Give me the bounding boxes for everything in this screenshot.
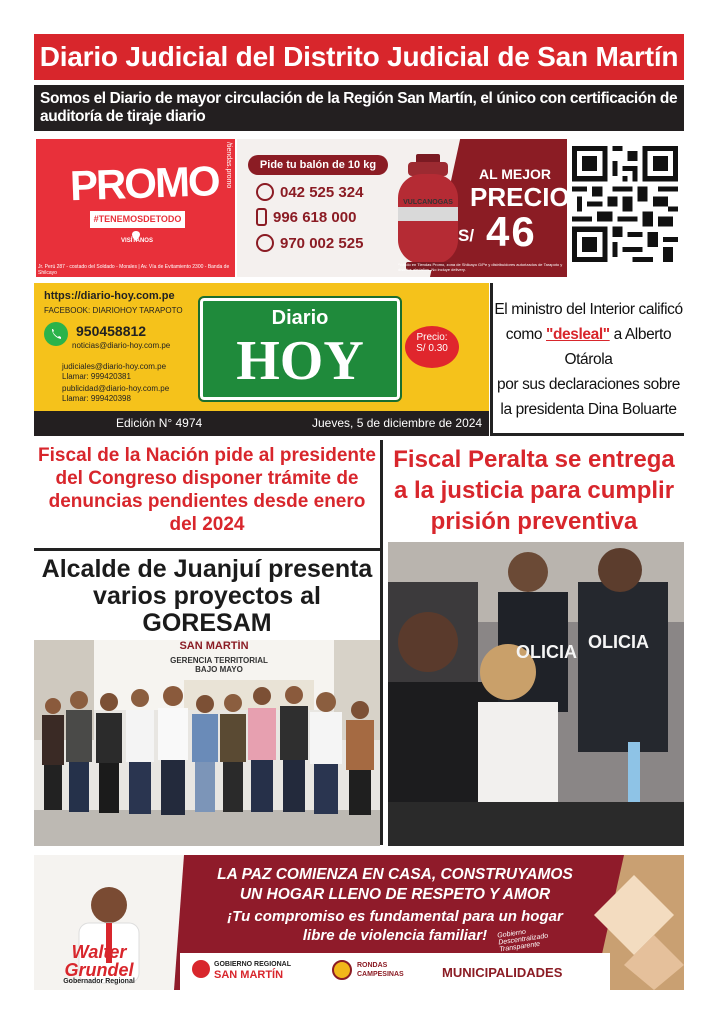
minister-note-line1: El ministro del Interior calificó — [494, 301, 683, 318]
gobierno-regional-logo-icon — [192, 960, 210, 978]
whatsapp-icon — [44, 322, 68, 346]
edition-bar — [34, 411, 489, 436]
logo2-bottom: CAMPESINAS — [357, 971, 404, 978]
governor-name: Walter Grundel — [64, 942, 134, 980]
logo-hoy-text: HOY — [236, 330, 364, 392]
promo-address: Jr. Perú 287 - costado del Soldado - Morales | Av. Vía de Evitamiento 2300 - Banda de Shilcayo — [38, 264, 230, 276]
logo-diario-text: Diario — [271, 307, 329, 329]
phone-number: 970 002 525 — [280, 234, 364, 252]
edition-date: Jueves, 5 de diciembre de 2024 — [312, 416, 483, 430]
facebook-handle[interactable]: FACEBOOK: DIARIOHOY TARAPOTO — [44, 306, 183, 315]
judiciales-phone: Llamar: 999420381 — [62, 372, 131, 381]
masthead-title: Diario Judicial del Distrito Judicial de San Martín — [34, 34, 684, 80]
price-badge-label: Precio: — [416, 332, 448, 343]
promo-hashtag: #TENEMOSDETODO — [90, 211, 185, 228]
phone-number: 042 525 324 — [280, 183, 364, 201]
mobile-phone-icon — [256, 208, 267, 226]
logo2-top: RONDAS — [357, 962, 388, 969]
banner-line4: libre de violencia familiar! — [302, 927, 488, 944]
price-currency: S/ — [458, 226, 475, 245]
price-value: 46 — [486, 208, 537, 255]
headline-alcalde-juanjui[interactable]: Alcalde de Juanjuí presenta varios proyectos al GORESAM — [41, 555, 373, 637]
promo-visit-label: VISÍTANOS — [121, 238, 153, 244]
banner-line2: UN HOGAR LLENO DE RESPETO Y AMOR — [239, 886, 551, 903]
website-link[interactable]: https://diario-hoy.com.pe — [44, 290, 175, 302]
minister-note[interactable] — [490, 283, 684, 436]
price-badge-value: S/ 0.30 — [416, 343, 448, 354]
news-email[interactable]: noticias@diario-hoy.com.pe — [72, 341, 171, 350]
whatsapp-number[interactable]: 950458812 — [76, 323, 147, 339]
phone-landline-row[interactable] — [256, 181, 396, 203]
banner-line1: LA PAZ COMIENZA EN CASA, CONSTRUYAMOS — [217, 866, 573, 883]
best-price-line2: PRECIO — [470, 182, 570, 212]
location-pin-icon — [130, 228, 142, 238]
qr-code-icon[interactable] — [572, 145, 678, 263]
best-price-line1: AL MEJOR — [478, 166, 552, 182]
whatsapp-icon — [256, 234, 274, 252]
promo-footnote: *Válido en Tiendas Promo, zona de Shilcayo G/Pe y distribuidores autorizados de Tarapoto y distritos aledaños. No incluye delivery. — [398, 262, 563, 272]
story-divider — [34, 548, 380, 551]
diario-hoy-logo — [200, 298, 400, 400]
minister-note-line3: por sus declaraciones sobre — [496, 376, 681, 393]
governor-role: Gobernador Regional — [63, 978, 135, 985]
banner-signature: Gobierno Descentralizado Transparente — [496, 928, 549, 954]
promo-pide-label: Pide tu balón de 10 kg — [248, 155, 388, 175]
fiscal-peralta-photo[interactable] — [388, 542, 684, 846]
edition-number: Edición N° 4974 — [116, 416, 203, 430]
publicidad-email[interactable]: publicidad@diario-hoy.com.pe — [62, 384, 170, 393]
photo-banner-region: SAN MARTÍN — [179, 640, 249, 652]
phone-icon — [256, 183, 274, 201]
promo-brand: PROMO — [69, 157, 220, 210]
judiciales-email[interactable]: judiciales@diario-hoy.com.pe — [62, 362, 167, 371]
logo1-bottom: SAN MARTÍN — [214, 969, 284, 981]
minister-note-line2: como "desleal" a Alberto Otárola — [505, 326, 672, 368]
logo1-top: GOBIERNO REGIONAL — [214, 961, 292, 968]
phone-mobile-row[interactable] — [256, 206, 396, 228]
publicidad-phone: Llamar: 999420398 — [62, 394, 131, 403]
whatsapp-phone-row[interactable] — [256, 232, 396, 254]
photo-banner-gerencia: GERENCIA TERRITORIAL BAJO MAYO — [170, 656, 268, 674]
headline-fiscal-peralta[interactable]: Fiscal Peralta se entrega a la justicia para cumplir prisión preventiva — [393, 446, 675, 535]
quote-desleal: "desleal" — [546, 326, 610, 343]
gas-brand-label: VULCANOGAS — [403, 199, 453, 206]
column-divider — [380, 440, 383, 845]
rondas-logo-icon — [332, 960, 352, 980]
police-vest-label-2: OLICIA — [588, 632, 649, 652]
masthead-subtitle: Somos el Diario de mayor circulación de la Región San Martín, el único con certificación de auditoría de tiraje diario — [34, 85, 684, 131]
goresam-group-photo[interactable] — [34, 640, 380, 846]
phone-number: 996 618 000 — [273, 208, 357, 226]
headline-fiscal-nacion[interactable]: Fiscal de la Nación pide al presidente del Congreso disponer trámite de denuncias pendientes desde enero del 2024 — [38, 445, 376, 535]
banner-line3: ¡Tu compromiso es fundamental para un hogar — [227, 908, 563, 925]
promo-social-handle: /tiendas.promo — [225, 142, 232, 189]
price-badge — [405, 326, 459, 368]
gas-tank-image — [394, 152, 462, 272]
minister-note-line4: la presidenta Dina Boluarte — [500, 401, 677, 418]
police-vest-label-1: OLICIA — [516, 642, 577, 662]
logo3-text: MUNICIPALIDADES — [442, 965, 563, 980]
